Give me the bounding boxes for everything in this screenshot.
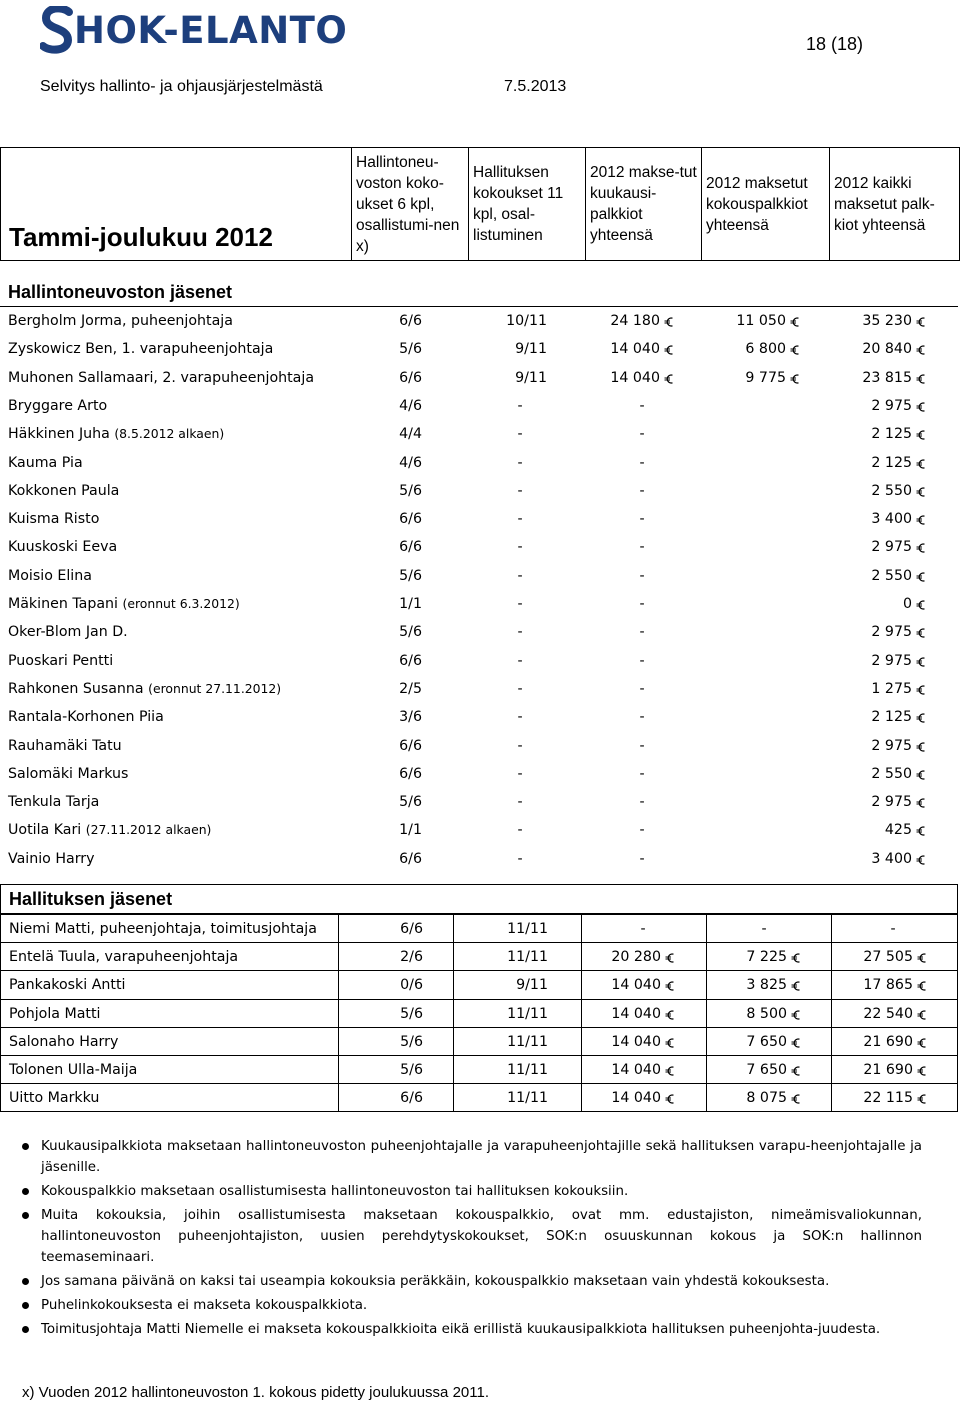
table-row — [0, 420, 958, 448]
column-header-monthly-fees: 2012 makse-tut kuukausi-palkkiot yhteensä — [585, 148, 701, 260]
meeting-fee: 3 825 — [746, 977, 787, 994]
board-attendance: - — [517, 709, 523, 726]
euro-sign-icon — [916, 656, 926, 668]
table-row — [1, 971, 957, 999]
member-name: Salonaho Harry — [9, 1033, 119, 1050]
notes-list — [22, 1136, 922, 1343]
council-attendance: 5/6 — [399, 482, 422, 499]
member-name: Niemi Matti, puheenjohtaja, toimitusjohtaja — [9, 921, 317, 937]
total-fee: 22 540 — [863, 1005, 913, 1022]
monthly-fee: 14 040 — [610, 369, 660, 386]
council-attendance: 6/6 — [399, 511, 422, 528]
monthly-fee: - — [639, 624, 645, 641]
board-attendance: - — [517, 511, 523, 528]
council-attendance: 6/6 — [399, 652, 422, 669]
logo-s-icon — [40, 6, 74, 54]
total-fee: 2 125 — [871, 426, 912, 443]
board-attendance: - — [517, 397, 523, 414]
euro-sign-icon — [916, 627, 926, 639]
member-name — [8, 398, 107, 414]
table-row — [0, 335, 958, 363]
bullet-icon — [22, 1302, 29, 1309]
table-row — [0, 449, 958, 477]
monthly-fee: 14 040 — [611, 1062, 661, 1078]
member-name-text: Muhonen Sallamaari, 2. varapuheenjohtaja — [8, 369, 315, 386]
euro-sign-icon — [916, 684, 926, 696]
monthly-fee: - — [639, 794, 645, 811]
member-name-text: Rantala-Korhonen Piia — [8, 709, 164, 726]
member-name — [8, 681, 281, 697]
table-row — [0, 590, 958, 618]
monthly-fee: 14 040 — [611, 1090, 661, 1107]
euro-sign-icon — [664, 344, 674, 356]
euro-sign-icon — [916, 373, 926, 385]
meeting-fee: 7 650 — [746, 1033, 787, 1050]
table-row — [0, 816, 958, 844]
member-name — [8, 851, 95, 867]
total-fee: - — [890, 921, 896, 937]
board-attendance: - — [517, 539, 523, 556]
total-fee: 17 865 — [863, 977, 913, 994]
document-subtitle: Selvitys hallinto- ja ohjausjärjestelmästä — [40, 78, 323, 95]
euro-sign-icon — [665, 952, 675, 964]
euro-sign-icon — [916, 571, 926, 583]
euro-sign-icon — [916, 741, 926, 753]
euro-sign-icon — [665, 1065, 675, 1077]
table-row — [0, 618, 958, 646]
monthly-fee: - — [639, 567, 645, 584]
note-item — [22, 1205, 922, 1268]
member-name — [8, 511, 99, 527]
table-row — [0, 845, 958, 873]
member-note: (27.11.2012 alkaen) — [85, 822, 212, 838]
table-row — [0, 760, 958, 788]
council-attendance: 5/6 — [400, 1005, 423, 1022]
column-header-board-meetings: Hallituksen kokoukset 11 kpl, osal-listuminen — [468, 148, 585, 260]
euro-sign-icon — [917, 980, 927, 992]
board-attendance: - — [517, 596, 523, 612]
member-name: Tolonen Ulla-Maija — [9, 1062, 138, 1078]
column-header-total-fees: 2012 kaikki maksetut palk-kiot yhteensä — [829, 148, 959, 260]
member-name — [8, 370, 314, 386]
bullet-icon — [22, 1188, 29, 1195]
council-attendance: 0/6 — [400, 977, 423, 994]
euro-sign-icon — [664, 316, 674, 328]
council-attendance: 2/5 — [399, 680, 422, 697]
member-name — [8, 709, 164, 725]
board-attendance: - — [517, 482, 523, 499]
euro-sign-icon — [916, 429, 926, 441]
euro-sign-icon — [916, 854, 926, 866]
total-fee: 0 — [902, 596, 912, 612]
monthly-fee: - — [639, 652, 645, 669]
table-row — [0, 307, 958, 335]
euro-sign-icon — [916, 797, 926, 809]
board-attendance: - — [517, 624, 523, 641]
council-attendance: 6/6 — [399, 737, 422, 754]
monthly-fee: - — [639, 737, 645, 754]
total-fee: 21 690 — [863, 1062, 913, 1078]
member-name — [8, 738, 122, 754]
member-name — [8, 822, 211, 838]
board-attendance: 10/11 — [506, 313, 547, 329]
member-name-text: Kauma Pia — [8, 454, 83, 471]
board-attendance: 9/11 — [515, 369, 547, 386]
total-fee: 2 975 — [871, 652, 912, 669]
total-fee: 2 975 — [871, 624, 912, 641]
monthly-fee: 14 040 — [610, 341, 660, 358]
board-attendance: 11/11 — [507, 1062, 548, 1078]
meeting-fee: 11 050 — [736, 313, 786, 329]
member-name-text: Salomäki Markus — [8, 765, 129, 782]
member-name-text: Kokkonen Paula — [8, 482, 120, 499]
euro-sign-icon — [791, 980, 801, 992]
member-name — [8, 341, 273, 357]
table-row — [0, 562, 958, 590]
board-table — [0, 914, 958, 1112]
total-fee: 425 — [884, 822, 912, 839]
note-item — [22, 1319, 922, 1340]
monthly-fee: - — [639, 709, 645, 726]
council-attendance: 6/6 — [399, 539, 422, 556]
council-attendance: 6/6 — [400, 1090, 423, 1107]
member-name: Uitto Markku — [9, 1090, 100, 1107]
note-text: Kuukausipalkkiota maksetaan hallintoneuvoston puheenjohtajalle ja varapuheenjohtajille sekä hallituksen varapu-heenjohtajalle ja jäsenille. — [41, 1139, 922, 1175]
logo-text: HOK-ELANTO — [74, 8, 348, 52]
member-name — [8, 596, 240, 612]
monthly-fee: 14 040 — [611, 977, 661, 994]
council-attendance: 6/6 — [399, 765, 422, 782]
table-row — [0, 477, 958, 505]
council-attendance: 4/4 — [399, 426, 422, 443]
table-row — [0, 647, 958, 675]
board-attendance: - — [517, 737, 523, 754]
meeting-fee: 8 500 — [746, 1005, 787, 1022]
monthly-fee: - — [639, 596, 645, 612]
euro-sign-icon — [916, 825, 926, 837]
member-name-text: Rauhamäki Tatu — [8, 737, 122, 754]
member-name-text: Tenkula Tarja — [8, 794, 100, 811]
member-note: (eronnut 27.11.2012) — [148, 680, 282, 696]
bullet-icon — [22, 1278, 29, 1285]
table-row — [0, 364, 958, 392]
member-name-text: Bergholm Jorma, puheenjohtaja — [8, 313, 233, 329]
total-fee: 2 550 — [871, 567, 912, 584]
meeting-fee: 8 075 — [746, 1090, 787, 1107]
board-attendance: - — [517, 822, 523, 839]
board-attendance: - — [517, 794, 523, 811]
table-row — [0, 675, 958, 703]
footnote: x) Vuoden 2012 hallintoneuvoston 1. kokous pidetty joulukuussa 2011. — [22, 1384, 489, 1401]
document-date: 7.5.2013 — [504, 78, 567, 95]
note-item — [22, 1136, 922, 1178]
board-attendance: - — [517, 680, 523, 697]
council-attendance: 5/6 — [399, 567, 422, 584]
council-attendance: 5/6 — [399, 794, 422, 811]
board-attendance: - — [517, 652, 523, 669]
council-attendance: 4/6 — [399, 397, 422, 414]
council-attendance: 6/6 — [400, 921, 423, 937]
total-fee: 2 550 — [871, 482, 912, 499]
monthly-fee: - — [639, 454, 645, 471]
total-fee: 35 230 — [862, 313, 912, 329]
table-row — [0, 732, 958, 760]
euro-sign-icon — [665, 1009, 675, 1021]
council-attendance: 6/6 — [399, 369, 422, 386]
council-attendance: 2/6 — [400, 949, 423, 966]
council-section-title: Hallintoneuvoston jäsenet — [8, 282, 233, 302]
monthly-fee: - — [639, 765, 645, 782]
table-row — [1, 943, 957, 971]
hok-elanto-logo — [40, 4, 347, 56]
member-name: Entelä Tuula, varapuheenjohtaja — [9, 949, 239, 966]
euro-sign-icon — [916, 542, 926, 554]
monthly-fee: 14 040 — [611, 1005, 661, 1022]
table-row — [0, 505, 958, 533]
euro-sign-icon — [916, 769, 926, 781]
table-row — [1, 1084, 957, 1112]
member-name — [8, 624, 128, 640]
monthly-fee: - — [640, 921, 646, 937]
euro-sign-icon — [916, 458, 926, 470]
board-attendance: 9/11 — [516, 977, 548, 994]
euro-sign-icon — [791, 1065, 801, 1077]
euro-sign-icon — [917, 1093, 927, 1105]
board-attendance: 11/11 — [507, 1090, 548, 1107]
council-attendance: 4/6 — [399, 454, 422, 471]
monthly-fee: - — [639, 680, 645, 697]
member-name-text: Moisio Elina — [8, 567, 92, 584]
council-attendance: 5/6 — [399, 341, 422, 358]
note-text: Muita kokouksia, joihin osallistumisesta maksetaan kokouspalkkio, ovat mm. edustajiston, nimeämisvaliokunnan, hallintoneuvoston puheenjohtajiston, uusien perehdytyskokoukset, SOK:n osuuskunnan kokous ja SOK:n hallinnon teemaseminaari. — [41, 1208, 922, 1265]
member-name: Pohjola Matti — [9, 1005, 101, 1022]
euro-sign-icon — [916, 712, 926, 724]
board-section-header — [0, 884, 958, 914]
total-fee: 2 975 — [871, 737, 912, 754]
board-section-title: Hallituksen jäsenet — [9, 889, 173, 909]
member-name-text: Bryggare Arto — [8, 397, 108, 414]
euro-sign-icon — [791, 1093, 801, 1105]
table-row — [1, 1056, 957, 1084]
euro-sign-icon — [916, 599, 926, 611]
euro-sign-icon — [791, 1009, 801, 1021]
table-row — [0, 703, 958, 731]
total-fee: 2 975 — [871, 397, 912, 414]
monthly-fee: 14 040 — [611, 1033, 661, 1050]
euro-sign-icon — [790, 344, 800, 356]
meeting-fee: - — [761, 921, 767, 937]
euro-sign-icon — [916, 486, 926, 498]
total-fee: 2 125 — [871, 709, 912, 726]
total-fee: 3 400 — [871, 511, 912, 528]
member-name — [8, 568, 92, 584]
euro-sign-icon — [917, 952, 927, 964]
euro-sign-icon — [665, 980, 675, 992]
euro-sign-icon — [916, 316, 926, 328]
board-attendance: - — [517, 850, 523, 867]
member-name — [8, 313, 233, 329]
total-fee: 2 125 — [871, 454, 912, 471]
bullet-icon — [22, 1326, 29, 1333]
euro-sign-icon — [665, 1037, 675, 1049]
board-attendance: 11/11 — [507, 949, 548, 966]
council-attendance: 5/6 — [399, 624, 422, 641]
monthly-fee: - — [639, 539, 645, 556]
member-name-text: Puoskari Pentti — [8, 652, 114, 669]
board-attendance: - — [517, 454, 523, 471]
member-name-text: Vainio Harry — [8, 850, 95, 867]
euro-sign-icon — [916, 344, 926, 356]
table-row — [1, 1028, 957, 1056]
note-item — [22, 1181, 922, 1202]
member-note: (eronnut 6.3.2012) — [122, 596, 240, 611]
member-name — [8, 426, 224, 442]
euro-sign-icon — [917, 1037, 927, 1049]
euro-sign-icon — [790, 373, 800, 385]
table-row — [1, 915, 957, 943]
monthly-fee: 24 180 — [610, 313, 660, 329]
member-name — [8, 483, 119, 499]
euro-sign-icon — [790, 316, 800, 328]
table-row — [0, 788, 958, 816]
board-attendance: - — [517, 765, 523, 782]
euro-sign-icon — [916, 514, 926, 526]
member-name-text: Oker-Blom Jan D. — [8, 624, 128, 641]
monthly-fee: - — [639, 850, 645, 867]
euro-sign-icon — [917, 1009, 927, 1021]
note-text: Jos samana päivänä on kaksi tai useampia kokouksia peräkkäin, kokouspalkkio maksetaan vain yhdestä kokouksesta. — [41, 1274, 830, 1289]
total-fee: 22 115 — [863, 1090, 913, 1107]
table-title: Tammi-joulukuu 2012 — [9, 222, 273, 252]
council-attendance: 6/6 — [399, 850, 422, 867]
meeting-fee: 9 775 — [745, 369, 786, 386]
monthly-fee: - — [639, 397, 645, 414]
member-name-text: Zyskowicz Ben, 1. varapuheenjohtaja — [8, 341, 274, 358]
monthly-fee: - — [639, 511, 645, 528]
note-text: Puhelinkokouksesta ei makseta kokouspalkkiota. — [41, 1298, 368, 1313]
member-note: (8.5.2012 alkaen) — [114, 426, 225, 442]
monthly-fee: - — [639, 822, 645, 839]
note-item — [22, 1271, 922, 1292]
board-attendance: 11/11 — [507, 1005, 548, 1022]
bullet-icon — [22, 1143, 29, 1150]
note-item — [22, 1295, 922, 1316]
note-text: Toimitusjohtaja Matti Niemelle ei makseta kokouspalkkioita eikä erillistä kuukausipalkkiota hallituksen puheenjohta-juudesta. — [41, 1322, 881, 1337]
member-name — [8, 653, 113, 669]
council-attendance: 3/6 — [399, 709, 422, 726]
column-header-meeting-fees: 2012 maksetut kokouspalkkiot yhteensä — [701, 148, 829, 260]
euro-sign-icon — [917, 1065, 927, 1077]
total-fee: 2 550 — [871, 765, 912, 782]
member-name — [8, 539, 117, 555]
board-attendance: 9/11 — [515, 341, 547, 358]
total-fee: 20 840 — [862, 341, 912, 358]
note-text: Kokouspalkkio maksetaan osallistumisesta hallintoneuvoston tai hallituksen kokouksiin. — [41, 1184, 629, 1199]
council-attendance: 5/6 — [400, 1033, 423, 1050]
total-fee: 3 400 — [871, 850, 912, 867]
board-attendance: 11/11 — [507, 1033, 548, 1050]
council-attendance: 1/1 — [399, 596, 422, 612]
member-name-text: Uotila Kari — [8, 822, 82, 839]
table-row — [0, 533, 958, 561]
council-attendance: 1/1 — [399, 822, 422, 839]
monthly-fee: 20 280 — [611, 949, 661, 966]
total-fee: 21 690 — [863, 1033, 913, 1050]
council-attendance: 5/6 — [400, 1062, 423, 1078]
page-number: 18 (18) — [806, 34, 864, 54]
column-header-council-meetings: Hallintoneu-voston koko-ukset 6 kpl, osallistumi-nen x) — [351, 148, 468, 260]
council-attendance: 6/6 — [399, 313, 422, 329]
total-fee: 27 505 — [863, 949, 913, 966]
bullet-icon — [22, 1212, 29, 1219]
table-header — [0, 147, 960, 261]
table-row — [1, 1000, 957, 1028]
meeting-fee: 6 800 — [745, 341, 786, 358]
member-name-text: Häkkinen Juha — [8, 426, 110, 443]
meeting-fee: 7 225 — [746, 949, 787, 966]
board-attendance: - — [517, 426, 523, 443]
member-name-text: Kuuskoski Eeva — [8, 539, 118, 556]
euro-sign-icon — [791, 1037, 801, 1049]
euro-sign-icon — [791, 952, 801, 964]
monthly-fee: - — [639, 482, 645, 499]
total-fee: 1 275 — [871, 680, 912, 697]
euro-sign-icon — [916, 401, 926, 413]
total-fee: 2 975 — [871, 794, 912, 811]
euro-sign-icon — [665, 1093, 675, 1105]
member-name-text: Rahkonen Susanna — [8, 680, 144, 697]
member-name — [8, 794, 99, 810]
member-name — [8, 455, 83, 471]
euro-sign-icon — [664, 373, 674, 385]
member-name: Pankakoski Antti — [9, 977, 126, 994]
meeting-fee: 7 650 — [746, 1062, 787, 1078]
total-fee: 23 815 — [862, 369, 912, 386]
table-row — [0, 392, 958, 420]
board-attendance: 11/11 — [507, 921, 548, 937]
member-name-text: Kuisma Risto — [8, 511, 100, 528]
total-fee: 2 975 — [871, 539, 912, 556]
board-attendance: - — [517, 567, 523, 584]
member-name — [8, 766, 128, 782]
member-name-text: Mäkinen Tapani — [8, 596, 118, 612]
monthly-fee: - — [639, 426, 645, 443]
